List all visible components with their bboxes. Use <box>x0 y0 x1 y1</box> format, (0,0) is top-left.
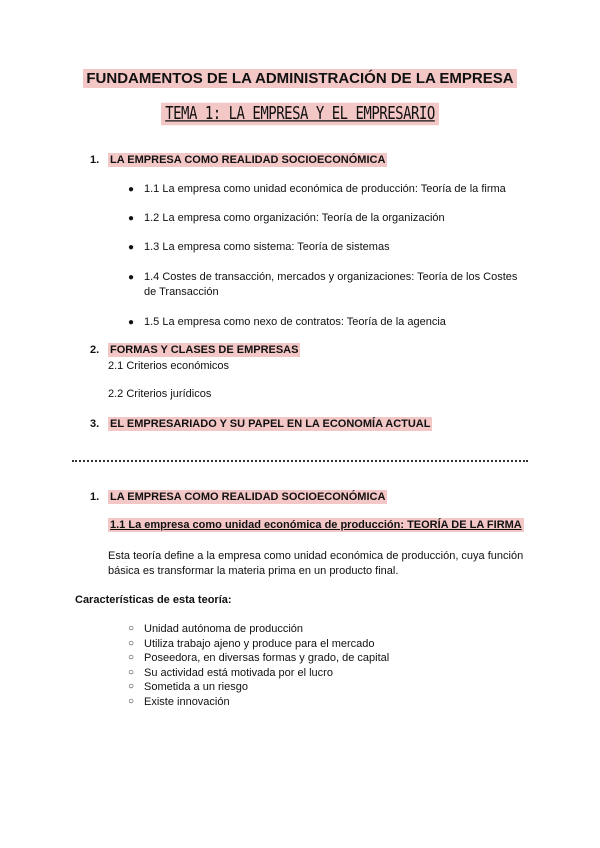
circle-bullet-icon: ○ <box>128 623 135 634</box>
list-item: ○ Poseedora, en diversas formas y grado, de capital <box>128 652 390 664</box>
circle-bullet-icon: ○ <box>128 681 135 692</box>
list-item: ● 1.4 Costes de transacción, mercados y organizaciones: Teoría de los Costes de Transacción <box>128 271 518 298</box>
outline-subitem: 2.2 Criterios jurídicos <box>108 388 212 400</box>
outline-subitem: 2.1 Criterios económicos <box>108 360 230 372</box>
bullet-icon: ● <box>128 242 135 253</box>
list-item: ○ Unidad autónoma de producción <box>128 623 304 635</box>
outline-section-2-heading: 2. FORMAS Y CLASES DE EMPRESAS <box>90 344 299 356</box>
list-item: ○ Sometida a un riesgo <box>128 681 248 693</box>
section-divider <box>72 460 528 462</box>
content-section-1-heading: 1. LA EMPRESA COMO REALIDAD SOCIOECONÓMICA <box>90 491 386 503</box>
outline-section-3-heading: 3. EL EMPRESARIADO Y SU PAPEL EN LA ECONOMÍA ACTUAL <box>90 418 431 430</box>
bullet-icon: ● <box>128 213 135 224</box>
document-subtitle: TEMA 1: LA EMPRESA Y EL EMPRESARIO <box>0 104 600 124</box>
bullet-icon: ● <box>128 184 135 195</box>
circle-bullet-icon: ○ <box>128 637 135 649</box>
list-item: ○ Existe innovación <box>128 695 230 708</box>
list-item: ● 1.5 La empresa como nexo de contratos: Teoría de la agencia <box>128 316 446 328</box>
body-paragraph: Esta teoría define a la empresa como unidad económica de producción, cuya función básica es transformar la materia prima en un producto final. <box>108 550 524 577</box>
list-item: ● 1.2 La empresa como organización: Teoría de la organización <box>128 212 445 224</box>
list-item: ○ Utiliza trabajo ajeno y produce para el mercado <box>128 637 375 650</box>
document-title: FUNDAMENTOS DE LA ADMINISTRACIÓN DE LA EMPRESA <box>0 70 600 87</box>
list-item: ● 1.1 La empresa como unidad económica de producción: Teoría de la firma <box>128 183 506 195</box>
circle-bullet-icon: ○ <box>128 695 135 707</box>
outline-section-1-heading: 1. LA EMPRESA COMO REALIDAD SOCIOECONÓMICA <box>90 154 386 166</box>
characteristics-list <box>128 622 389 709</box>
circle-bullet-icon: ○ <box>128 666 135 678</box>
circle-bullet-icon: ○ <box>128 652 135 663</box>
bullet-icon: ● <box>128 272 135 283</box>
characteristics-heading: Características de esta teoría: <box>75 594 232 606</box>
bullet-icon: ● <box>128 317 135 328</box>
subsection-heading: 1.1 La empresa como unidad económica de producción: TEORÍA DE LA FIRMA <box>110 519 522 531</box>
list-item: ● 1.3 La empresa como sistema: Teoría de sistemas <box>128 241 390 253</box>
list-item: ○ Su actividad está motivada por el lucro <box>128 666 333 679</box>
